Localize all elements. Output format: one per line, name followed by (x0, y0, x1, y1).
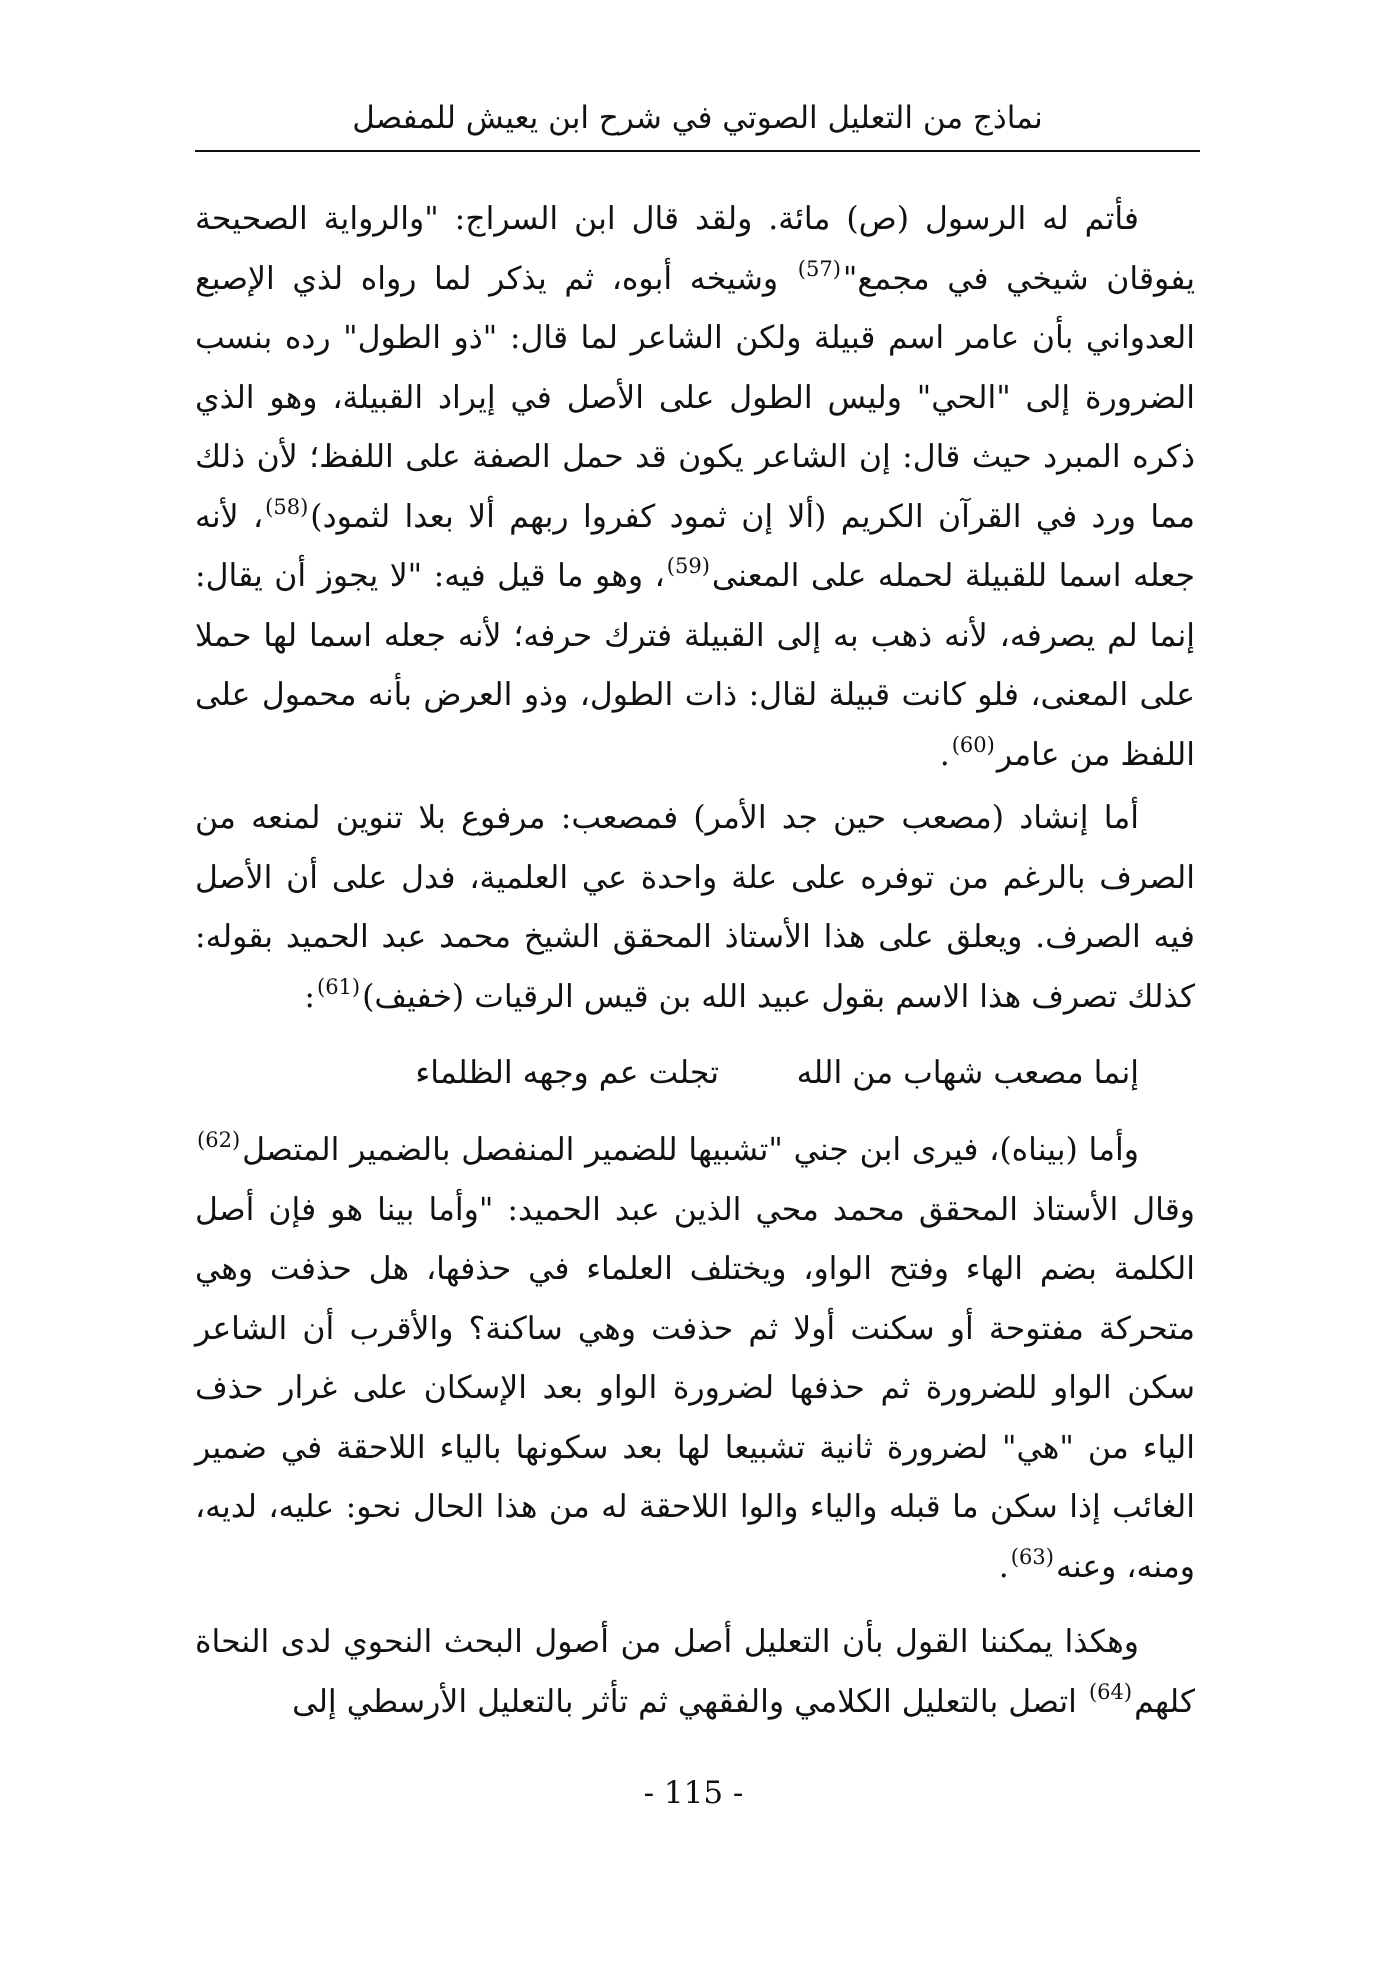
paragraph-3 (195, 1121, 1195, 1597)
page-number: - 115 - (643, 1775, 744, 1811)
paragraph-text: ، لأنه جعله اسما للقبيلة لحمله على المعنى (195, 498, 1195, 594)
footnote-ref-57[interactable]: (57) (797, 256, 841, 281)
footnote-ref-63[interactable]: (63) (1010, 1544, 1054, 1569)
paragraph-1 (195, 190, 1195, 785)
footnote-ref-58[interactable]: (58) (265, 494, 309, 519)
header-rule (195, 150, 1200, 152)
paragraph-text: . (998, 1548, 1009, 1585)
paragraph-text: وشيخه أبوه، ثم يذكر لما رواه لذي الإصبع العدواني بأن عامر اسم قبيلة ولكن الشاعر لما قال: "ذو الطول" رده بنسب الضرورة إلى "الحي" وليس الطول على الأصل في إيراد القبيلة، وهو الذي ذكره المبرد حيث قال: إن الشاعر يكون قد حمل الصفة على اللفظ؛ لأن ذلك مما ورد في القرآن الكريم (ألا إن ثمود كفروا ربهم ألا بعدا لثمود) (195, 260, 1195, 535)
paragraph-4 (195, 1613, 1195, 1732)
paragraph-text: وقال الأستاذ المحقق محمد محي الذين عبد الحميد: "وأما بينا هو فإن أصل الكلمة بضم الهاء وفتح الواو، ويختلف العلماء في حذفها، هل حذفت وهي متحركة مفتوحة أو سكنت أولا ثم حذفت وهي ساكنة؟ والأقرب أن الشاعر سكن الواو للضرورة ثم حذفها لضرورة الواو بعد الإسكان على غرار حذف الياء من "هي" لضرورة ثانية تشبيعا لها بعد سكونها بالياء اللاحقة في ضمير الغائب إذا سكن ما قبله والياء والوا اللاحقة له من هذا الحال نحو: عليه، لديه، ومنه، وعنه (195, 1191, 1195, 1585)
paragraph-text: وهكذا يمكننا القول بأن التعليل أصل من أصول البحث النحوي لدى النحاة كلهم (195, 1624, 1195, 1720)
footnote-ref-59[interactable]: (59) (666, 554, 710, 578)
paragraph-2 (195, 789, 1195, 1027)
paragraph-text: . (939, 736, 950, 773)
paragraph-text: : (304, 978, 315, 1015)
footnote-ref-60[interactable]: (60) (951, 732, 995, 757)
verse-first-hemistich: إنما مصعب شهاب من الله (796, 1055, 1139, 1091)
footnote-ref-62[interactable]: (62) (197, 1128, 241, 1152)
paragraph-text: اتصل بالتعليل الكلامي والفقهي ثم تأثر بالتعليل الأرسطي إلى (292, 1683, 1087, 1720)
body-text (195, 190, 1195, 1732)
paragraph-text: أما إنشاد (مصعب حين جد الأمر) فمصعب: مرفوع بلا تنوين لمنعه من الصرف بالرغم من توفره على علة واحدة عي العلمية، فدل على أن الأصل فيه الصرف. ويعلق على هذا الأستاذ المحقق الشيخ محمد عبد الحميد بقوله: كذلك تصرف هذا الاسم بقول عبيد الله بن قيس الرقيات (خفيف) (195, 800, 1195, 1015)
verse-second-hemistich: تجلت عم وجهه الظلماء (415, 1055, 719, 1091)
running-header: نماذج من التعليل الصوتي في شرح ابن يعيش للمفصل (352, 100, 1043, 136)
poetry-verse (195, 1043, 1195, 1103)
paragraph-text: فأتم له الرسول (ص) مائة. ولقد قال ابن السراج: "والرواية الصحيحة يفوقان شيخي في مجمع" (195, 201, 1195, 297)
paragraph-text: ، وهو ما قيل فيه: "لا يجوز أن يقال: إنما لم يصرفه، لأنه ذهب به إلى القبيلة فترك حرفه؛ لأنه جعله اسما لها حملا على المعنى، فلو كانت قبيلة لقال: ذات الطول، وذو العرض بأنه محمول على اللفظ من عامر (195, 558, 1195, 773)
footnote-ref-64[interactable]: (64) (1088, 1679, 1133, 1704)
footnote-ref-61[interactable]: (61) (316, 974, 361, 999)
paragraph-text: وأما (بيناه)، فيرى ابن جني "تشبيها للضمير المنفصل بالضمير المتصل (242, 1132, 1139, 1168)
